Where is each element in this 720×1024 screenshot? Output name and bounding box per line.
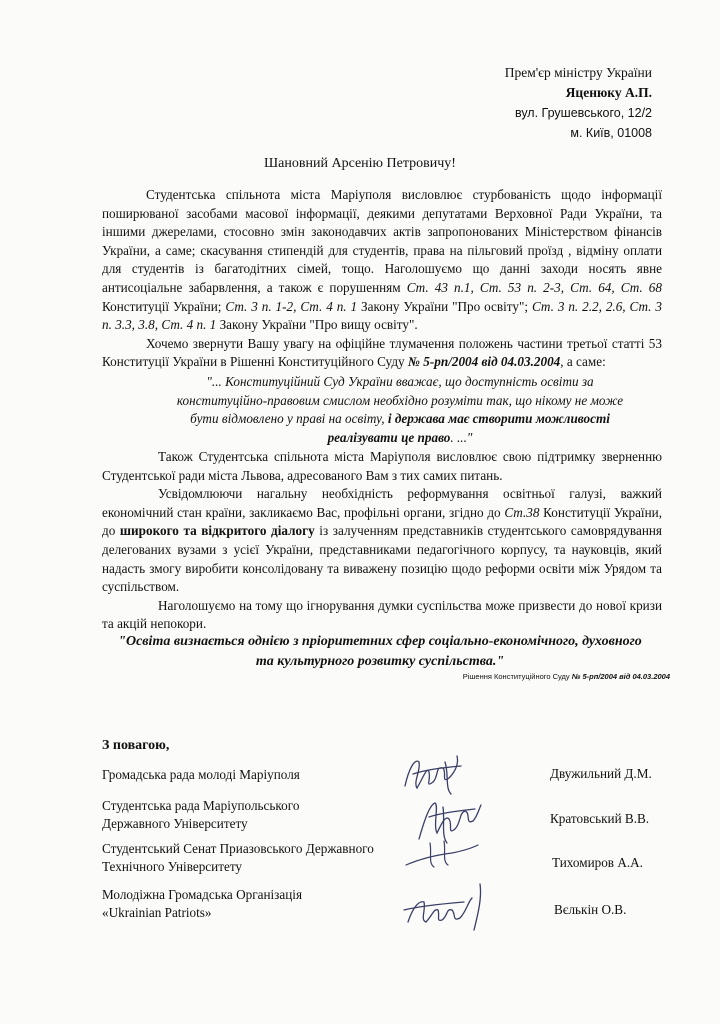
paragraph-interpretation [102, 335, 662, 372]
paragraph-warning: Наголошуємо на тому що ігнорування думки суспільства може призвести до нової кризи та акцій непокори. [102, 597, 662, 632]
letter-body-top [102, 186, 662, 372]
signatory-name: Кратовський В.В. [550, 811, 650, 826]
paragraph-text: Закону України "Про вищу освіту". [216, 317, 418, 333]
court-quote [175, 373, 625, 447]
paragraph-dialogue [102, 485, 662, 597]
signatory-org [102, 840, 374, 876]
greeting: Шановний Арсенію Петровичу! [264, 156, 456, 171]
paragraph-support: Також Студентська спільнота міста Маріуполя висловлює свою підтримку зверненню Студентської ради міста Львова, адресованого Вам з тих самих питань. [102, 449, 662, 483]
law-reference: Ст. 43 п.1, Ст. 53 п. 2-3, Ст. 64, Ст. 68 [406, 279, 662, 295]
handwritten-signature-1 [395, 748, 475, 798]
letter-body-bottom [102, 448, 662, 634]
paragraph-text: Хочемо звернути Вашу увагу на офіційне тлумачення положень частини третьої статті 53 Конституції України в Рішенні Конституційного Суду [102, 335, 662, 370]
court-decision-reference: № 5-рп/2004 від 04.03.2004 [407, 354, 561, 370]
quote-emphasis: і держава має створити можливості реалізувати це право [327, 411, 610, 445]
motto-source-prefix: Рішення Конституційного Суду [462, 672, 572, 681]
addressee-position: Прем'єр міністру України [504, 65, 652, 80]
handwritten-signature-4 [400, 880, 495, 935]
paragraph-text: , а саме: [560, 354, 606, 370]
paragraph-concern [102, 186, 662, 335]
quote-text: "... Конституційний Суд України вважає, що доступність освіти за конституційно-правовим смислом необхідно розуміти так, що нікому не може бути відмовлено у праві на освіту, [176, 374, 624, 427]
signatory-org-line: Громадська рада молоді Маріуполя [102, 767, 300, 782]
addressee-name: Яценюку А.П. [565, 85, 652, 100]
signatory-org-line: Студентська рада Маріупольського [102, 798, 300, 813]
signatory-org [102, 797, 299, 833]
motto-quote: "Освіта визнається однією з пріоритетних сфер соціально-економічного, духовного та культурного розвитку суспільства." [118, 634, 642, 669]
addressee-city: м. Київ, 01008 [570, 126, 652, 140]
quote-text: . ..." [450, 429, 473, 445]
signatory-org-line: «Ukrainian Patriots» [102, 905, 212, 920]
paragraph-text: Закону України "Про освіту"; [357, 298, 532, 314]
signatory-name: Двужильний Д.М. [550, 766, 652, 781]
signatory-org [102, 886, 302, 922]
addressee-block [505, 63, 652, 143]
paragraph-text: Конституції України; [102, 298, 226, 314]
law-reference: Ст.38 [504, 504, 540, 520]
signatory-name: Вєлькін О.В. [554, 902, 627, 917]
signatory-org-line: Студентський Сенат Приазовського Державного [102, 841, 374, 856]
paragraph-text: із залученням представників студентського самоврядування делегованих вузами з усієї України, представниками педагогічного корпусу, та науковців, який надасть змогу виробити консолідовану та виважену позицію щодо реформи освіти між Урядом та суспільством. [102, 523, 662, 595]
motto-source [463, 672, 670, 681]
signatory-org [102, 766, 300, 784]
signatory-org-line: Технічного Університету [102, 859, 243, 874]
closing-phrase: З повагою, [102, 738, 170, 753]
signatory-org-line: Молодіжна Громадська Організація [102, 887, 303, 902]
dialogue-emphasis: широкого та відкритого діалогу [119, 523, 315, 539]
law-reference: Ст. 3 п. 1-2, Ст. 4 п. 1 [225, 298, 358, 314]
addressee-street: вул. Грушевського, 12/2 [514, 106, 652, 120]
signatory-name: Тихомиров А.А. [552, 855, 643, 870]
paragraph-text: Усвідомлюючи нагальну необхідність реформування освітньої галузі, важкий економічний стан країни, закликаємо Вас, профільні органи, згідно до [102, 486, 662, 520]
signatory-org-line: Державного Університету [102, 816, 248, 831]
handwritten-signature-3 [400, 835, 485, 875]
motto-source-ref: № 5-рп/2004 від 04.03.2004 [571, 672, 670, 681]
paragraph-text: Студентська спільнота міста Маріуполя висловлює стурбованість щодо інформації поширюваної засобами масової інформації, деякими депутатами Верховної Ради України, та іншими джерелами, стосовно змін законодавчих актів запропонованих Міністерством фінансів України, а саме; скасування стипендій для студентів, права на пільговий проїзд , відміну оплати для студентів із багатодітних сімей, тощо. Наголошуємо що данні заходи носять явне антисоціальне забарвлення, а також є порушенням [102, 187, 662, 295]
law-reference: Ст. 3 п. 2.2, 2.6, Ст. 3 п. 3.3, 3.8, Ст. 4 п. 1 [102, 298, 662, 333]
paragraph-text: Конституції України, до [102, 504, 662, 539]
